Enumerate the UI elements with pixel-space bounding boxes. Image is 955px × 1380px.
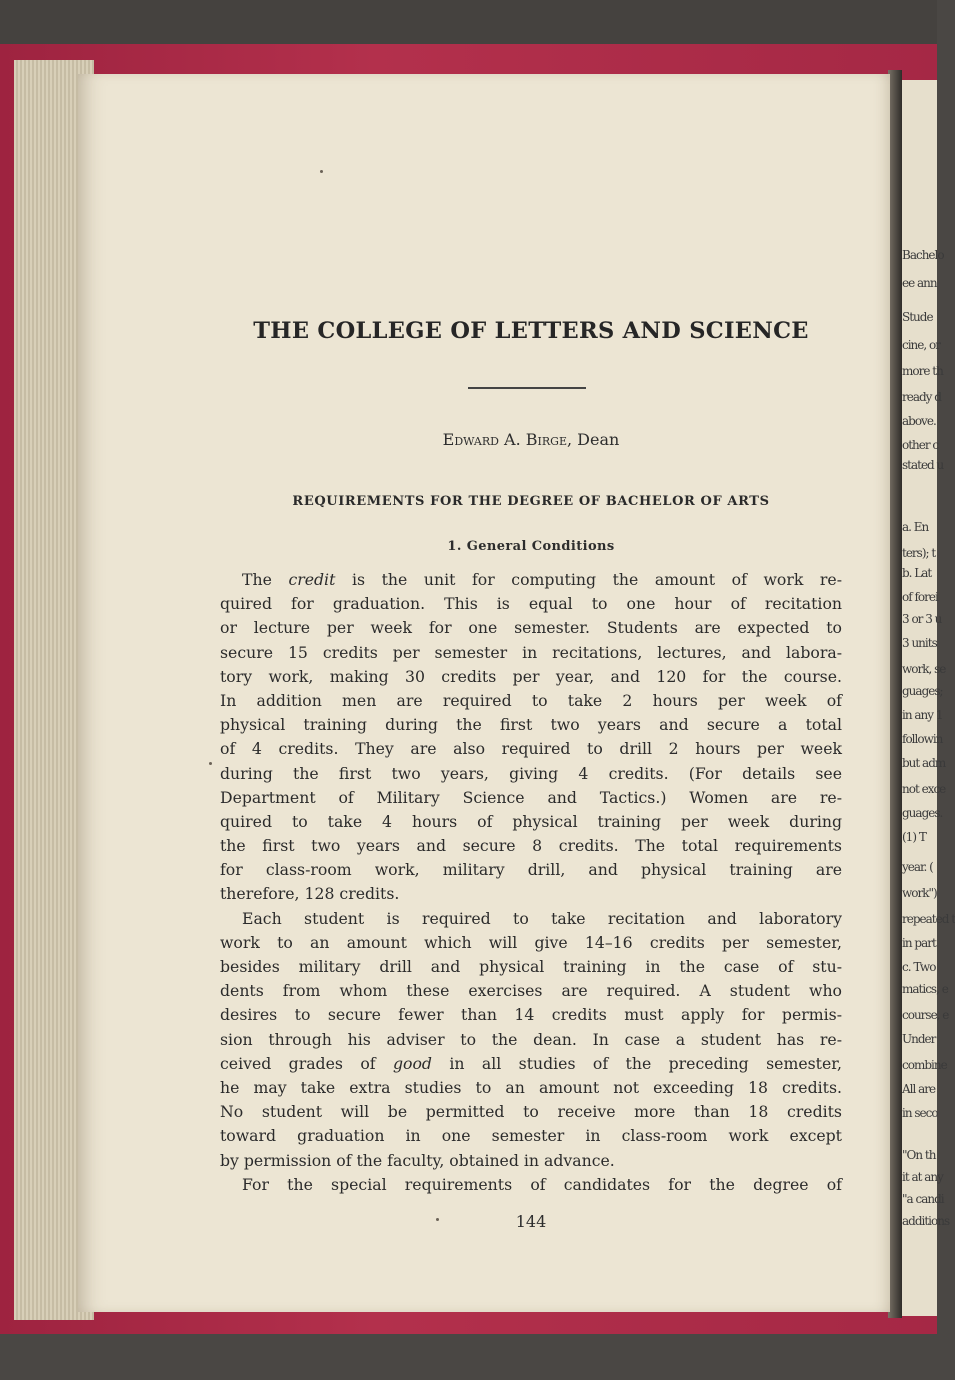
text-line: the first two years and secure 8 credits. The total requirements (220, 836, 842, 856)
text-line: Each student is required to take recitation and laboratory (242, 908, 842, 928)
adjacent-page-text: c. Two (902, 960, 936, 974)
body-text (220, 568, 842, 1197)
text-line: Department of Military Science and Tactics.) Women are re- (220, 787, 842, 807)
text-line: tory work, making 30 credits per year, and 120 for the course. (220, 666, 842, 686)
subsection-heading: 1. General Conditions (447, 539, 615, 554)
text-line (220, 568, 842, 592)
adjacent-page-text: above. (902, 414, 936, 428)
dean-line (220, 430, 842, 449)
page-title: THE COLLEGE OF LETTERS AND SCIENCE (253, 318, 809, 344)
text-line: For the special requirements of candidates for the degree of (242, 1174, 842, 1194)
adjacent-page-text: year. ( (902, 860, 933, 874)
adjacent-page-text: Under (902, 1032, 936, 1046)
adjacent-page-text: combine (902, 1058, 947, 1072)
text-line: dents from whom these exercises are required. A student who (220, 981, 842, 1001)
text-line: physical training during the first two years and secure a total (220, 715, 842, 735)
adjacent-page-text: stated u (902, 458, 944, 472)
text-line: secure 15 credits per semester in recitations, lectures, and labora- (220, 642, 842, 662)
adjacent-page-text: All are (902, 1082, 936, 1096)
text-segment: in all studies of the preceding semester, (431, 1053, 843, 1073)
text-line (220, 1052, 842, 1076)
text-line: quired for graduation. This is equal to one hour of recitation (220, 594, 842, 614)
adjacent-page-text: ready d (902, 390, 941, 404)
adjacent-page-text: "a candi (902, 1192, 944, 1206)
dean-name: Edward A. Birge, (442, 430, 573, 449)
adjacent-page-text: guages. (902, 806, 943, 820)
adjacent-page-text: 3 units (902, 636, 937, 650)
adjacent-page-text: followin (902, 732, 943, 746)
title-rule (468, 387, 586, 389)
adjacent-page-text: repeated t (902, 912, 955, 926)
text-line: No student will be permitted to receive more than 18 credits (220, 1102, 842, 1122)
dean-role: Dean (577, 430, 620, 449)
adjacent-page-text: "On th (902, 1148, 936, 1162)
adjacent-page-text: in seco (902, 1106, 938, 1120)
text-line: toward graduation in one semester in class-room work except (220, 1126, 842, 1146)
adjacent-page-text: b. Lat (902, 566, 932, 580)
text-line: he may take extra studies to an amount not exceeding 18 credits. (220, 1077, 842, 1097)
adjacent-page-fragment (902, 80, 955, 1316)
text-line: therefore, 128 credits. (220, 884, 400, 904)
text-line: for class-room work, military drill, and physical training are (220, 860, 842, 880)
adjacent-page-text: guages; (902, 684, 943, 698)
adjacent-page-text: of forei (902, 590, 938, 604)
adjacent-page-text: not exce (902, 782, 946, 796)
adjacent-page-text: work, se (902, 662, 946, 676)
adjacent-page-text: course, e (902, 1008, 949, 1022)
text-line: besides military drill and physical training in the case of stu- (220, 957, 842, 976)
text-segment: is the unit for computing the amount of work re- (335, 570, 842, 589)
page-number: 144 (515, 1212, 547, 1231)
text-line: or lecture per week for one semester. Students are expected to (220, 618, 842, 638)
emphasized-term: credit (288, 570, 336, 589)
page-speck (320, 170, 323, 173)
book-gutter (888, 70, 902, 1318)
text-segment: The (242, 570, 289, 589)
text-line: desires to secure fewer than 14 credits must apply for permis- (220, 1005, 842, 1025)
text-line: work to an amount which will give 14–16 credits per semester, (220, 932, 842, 952)
text-line: quired to take 4 hours of physical training per week during (220, 811, 842, 831)
adjacent-page-text: (1) T (902, 830, 926, 844)
text-line: of 4 credits. They are also required to drill 2 hours per week (220, 739, 842, 759)
adjacent-page-text: cine, or (902, 338, 940, 352)
emphasized-term: good (392, 1053, 432, 1073)
adjacent-page-text: ters); t (902, 546, 936, 560)
adjacent-page-text: it at any (902, 1170, 943, 1184)
adjacent-page-text: a. En (902, 520, 929, 534)
text-segment: ceived grades of (220, 1053, 393, 1073)
adjacent-page-text: Stude (902, 310, 933, 324)
adjacent-page-text: in part (902, 936, 936, 950)
adjacent-page-text: ee ann (902, 276, 937, 290)
adjacent-page-text: additions (902, 1214, 950, 1228)
section-heading: REQUIREMENTS FOR THE DEGREE OF BACHELOR OF ARTS (292, 494, 770, 509)
text-line: In addition men are required to take 2 hours per week of (220, 690, 842, 710)
adjacent-page-text: in any 1 (902, 708, 943, 722)
text-line: by permission of the faculty, obtained in advance. (220, 1150, 615, 1170)
adjacent-page-text: 3 or 3 u (902, 612, 942, 626)
page-speck (209, 762, 212, 765)
adjacent-page-text: but adm (902, 756, 946, 770)
background-top (0, 0, 937, 48)
adjacent-page-text: Bachelo (902, 248, 944, 262)
text-line: sion through his adviser to the dean. In case a student has re- (220, 1029, 842, 1049)
text-line: during the first two years, giving 4 credits. (For details see (220, 763, 842, 783)
adjacent-page-text: work") (902, 886, 937, 900)
adjacent-page-text: matics, e (902, 982, 948, 996)
adjacent-page-text: more th (902, 364, 943, 378)
adjacent-page-text: other c (902, 438, 939, 452)
